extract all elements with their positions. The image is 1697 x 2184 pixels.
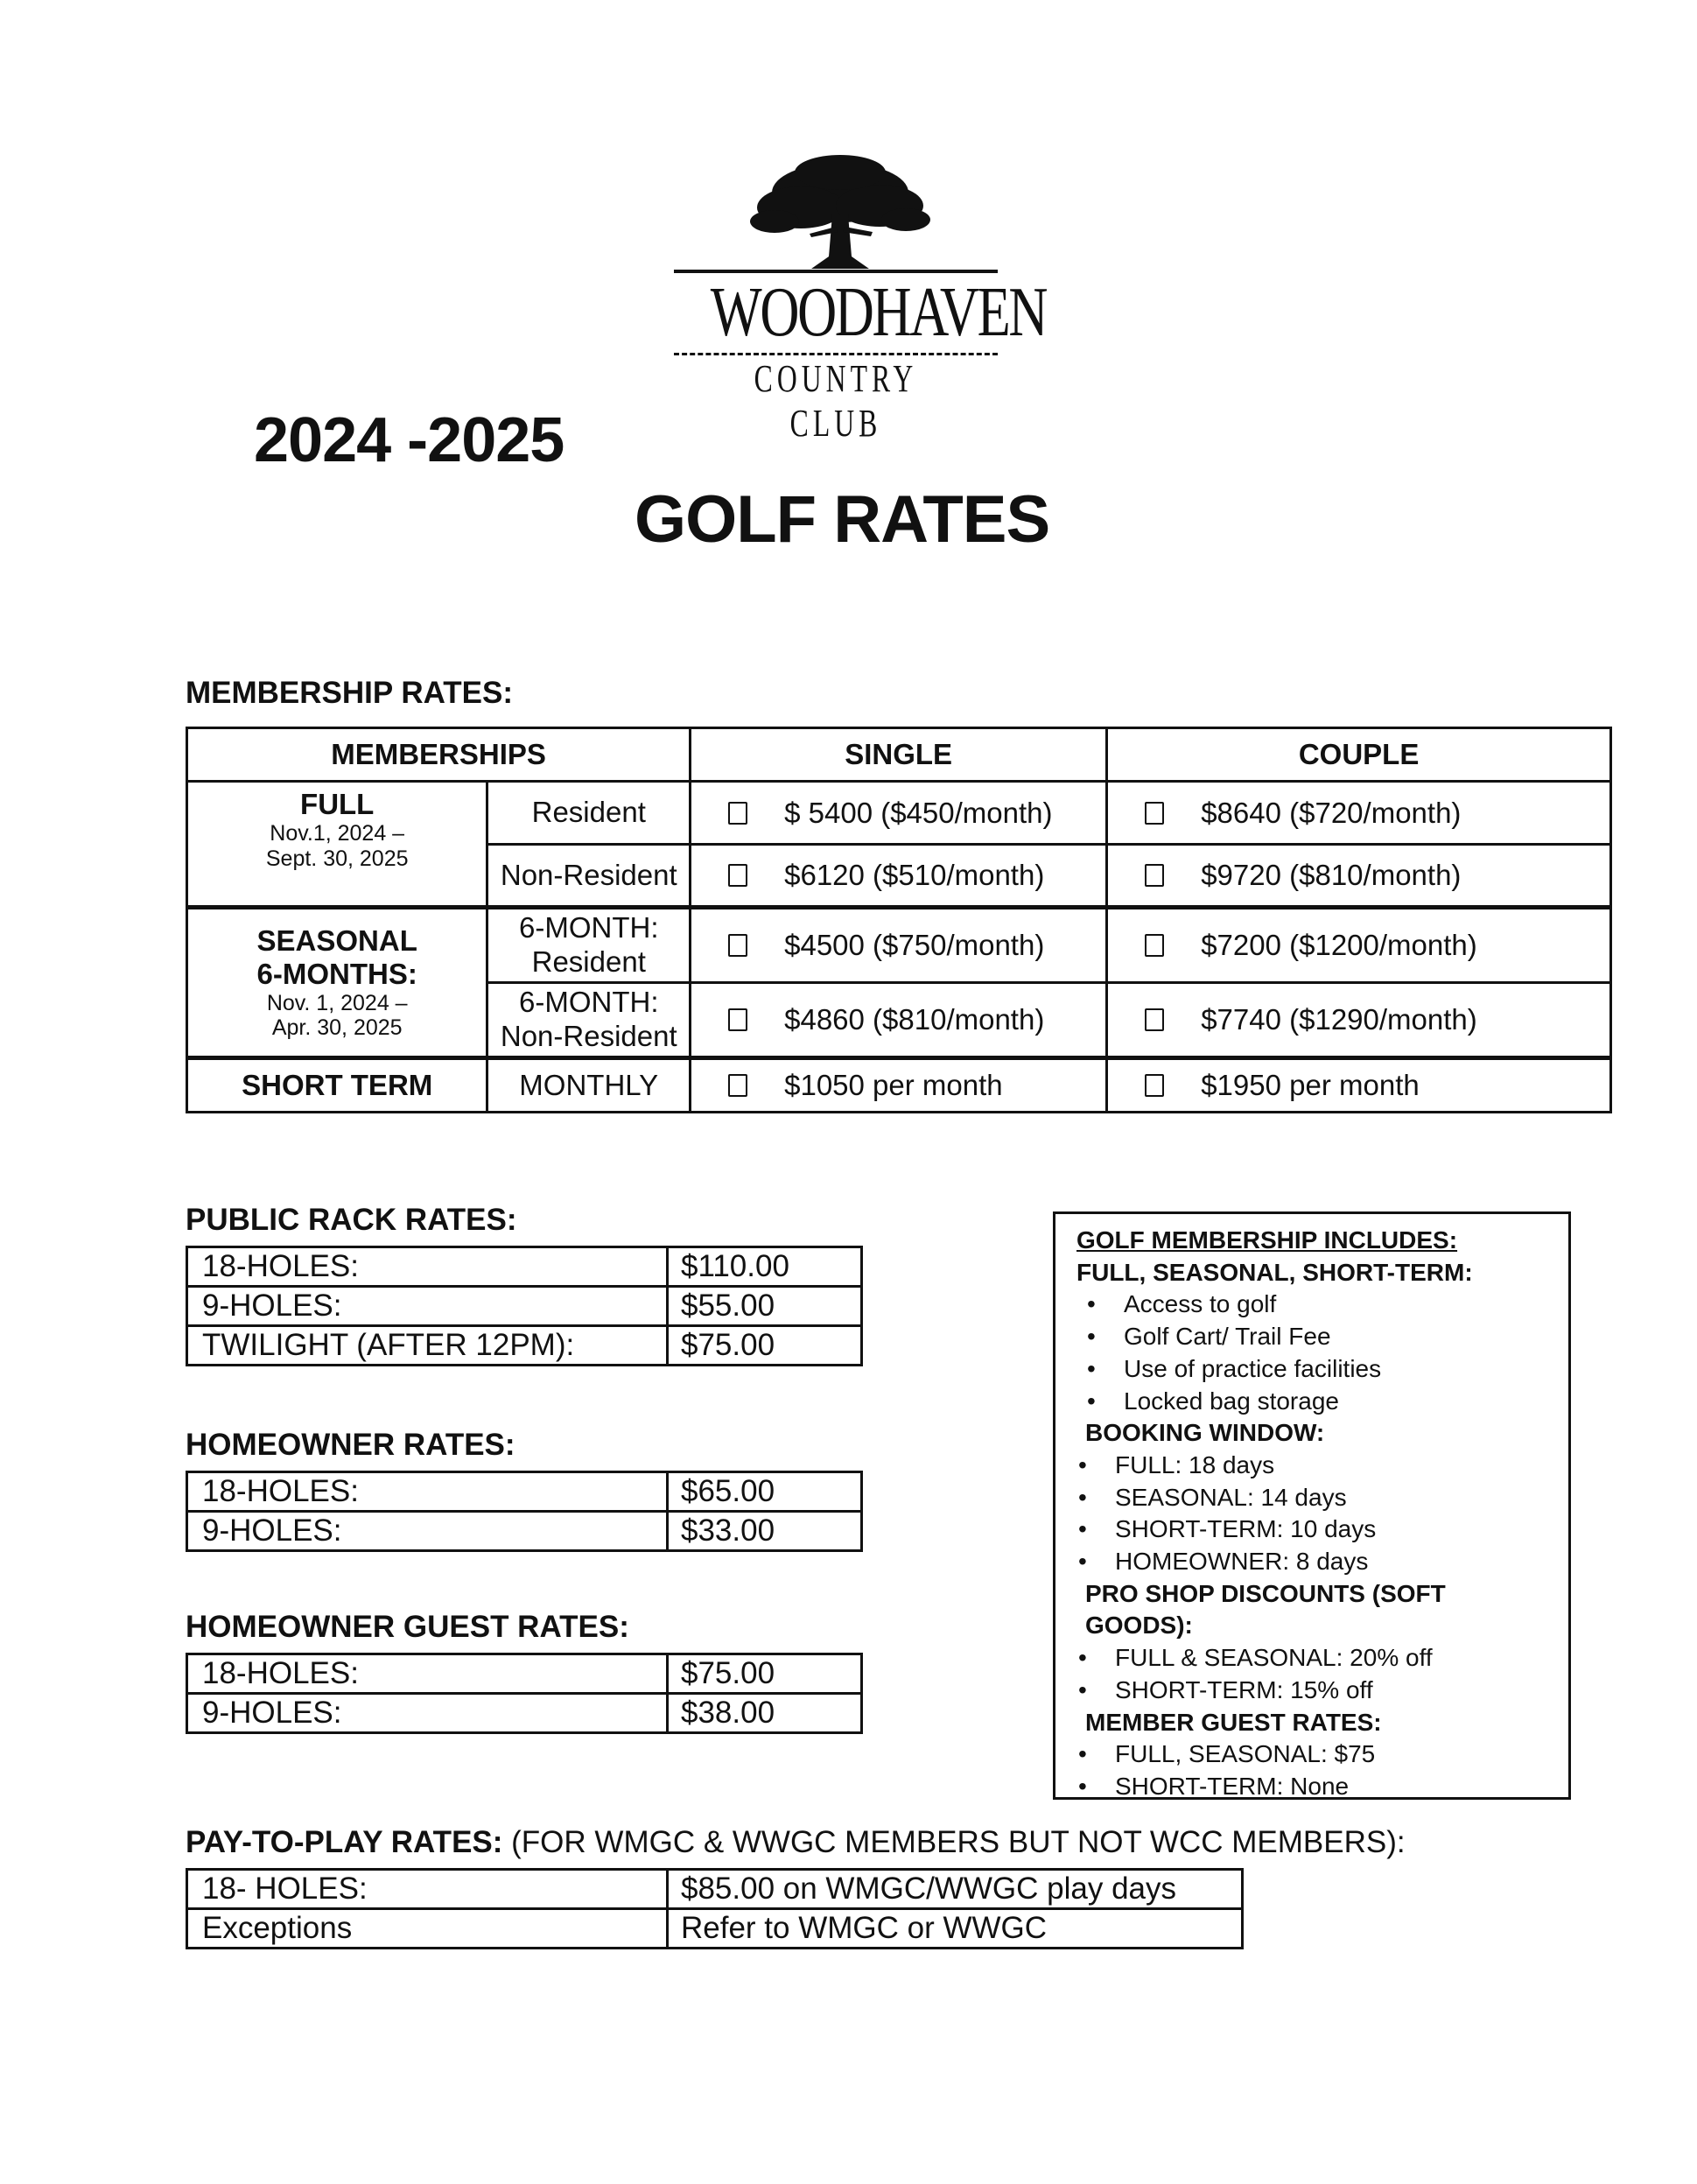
checkbox[interactable] (1145, 934, 1164, 957)
table-header-row (187, 728, 1611, 782)
table-row (187, 1870, 1243, 1909)
single-price-cell: $6120 ($510/month) (691, 845, 1107, 908)
table-row (187, 1909, 1243, 1949)
rate-value: $33.00 (668, 1512, 862, 1551)
homeowner-table (186, 1471, 863, 1552)
checkbox[interactable] (1145, 1008, 1164, 1031)
logo-subtitle: COUNTRY CLUB (754, 357, 918, 445)
rate-label: 18-HOLES: (187, 1247, 668, 1287)
couple-price-cell: $1950 per month (1107, 1058, 1611, 1113)
list-item: • Golf Cart/ Trail Fee (1085, 1321, 1568, 1353)
rate-value: $65.00 (668, 1472, 862, 1512)
single-price-cell: $1050 per month (691, 1058, 1107, 1113)
rate-value: $38.00 (668, 1694, 862, 1733)
table-row (187, 1247, 862, 1287)
homeowner-heading: HOMEOWNER RATES: (186, 1428, 515, 1462)
membership-type: Resident (487, 782, 691, 845)
list-item: • SHORT-TERM: None (1076, 1771, 1568, 1803)
rate-value: $75.00 (668, 1654, 862, 1694)
member-guest-list (1076, 1738, 1568, 1802)
homeowner-guest-table (186, 1653, 863, 1734)
rate-value: $110.00 (668, 1247, 862, 1287)
list-item: • HOMEOWNER: 8 days (1076, 1546, 1568, 1578)
pay-to-play-table (186, 1868, 1244, 1949)
oak-tree-icon (748, 153, 932, 271)
table-row (187, 1654, 862, 1694)
couple-price-cell: $9720 ($810/month) (1107, 845, 1611, 908)
rate-label: TWILIGHT (AFTER 12PM): (187, 1326, 668, 1366)
checkbox[interactable] (1145, 864, 1164, 887)
membership-type: 6-MONTH: Resident (487, 908, 691, 983)
list-item: • Locked bag storage (1085, 1386, 1568, 1418)
pay-to-play-heading: PAY-TO-PLAY RATES: (FOR WMGC & WWGC MEMBERS BUT NOT WCC MEMBERS): (186, 1825, 1406, 1859)
group-seasonal: SEASONAL 6-MONTHS: Nov. 1, 2024 – Apr. 30, 2025 (187, 908, 487, 1058)
table-row (187, 1326, 862, 1366)
rate-label: 18-HOLES: (187, 1472, 668, 1512)
list-item: • SHORT-TERM: 15% off (1076, 1675, 1568, 1707)
checkbox[interactable] (728, 1074, 747, 1097)
includes-title: GOLF MEMBERSHIP INCLUDES: (1076, 1226, 1458, 1254)
single-price-cell: $4500 ($750/month) (691, 908, 1107, 983)
includes-list (1076, 1289, 1568, 1417)
membership-heading: MEMBERSHIP RATES: (186, 676, 514, 710)
list-item: • SEASONAL: 14 days (1076, 1482, 1568, 1514)
rate-value: $85.00 on WMGC/WWGC play days (668, 1870, 1243, 1909)
header-single: SINGLE (691, 728, 1107, 782)
couple-price-cell: $7740 ($1290/month) (1107, 983, 1611, 1058)
table-row (187, 908, 1611, 983)
homeowner-guest-heading: HOMEOWNER GUEST RATES: (186, 1610, 629, 1644)
rate-value: Refer to WMGC or WWGC (668, 1909, 1243, 1949)
booking-list (1076, 1450, 1568, 1578)
group-short-term: SHORT TERM (187, 1058, 487, 1113)
table-row (187, 782, 1611, 845)
membership-table (186, 727, 1612, 1113)
header-memberships: MEMBERSHIPS (187, 728, 691, 782)
list-item: • SHORT-TERM: 10 days (1076, 1513, 1568, 1546)
table-row (187, 1694, 862, 1733)
season-year: 2024 -2025 (254, 405, 564, 475)
membership-type: Non-Resident (487, 845, 691, 908)
checkbox[interactable] (728, 1008, 747, 1031)
rate-label: 9-HOLES: (187, 1694, 668, 1733)
rate-value: $75.00 (668, 1326, 862, 1366)
rate-value: $55.00 (668, 1287, 862, 1326)
checkbox[interactable] (1145, 802, 1164, 825)
checkbox[interactable] (1145, 1074, 1164, 1097)
list-item: • FULL & SEASONAL: 20% off (1076, 1642, 1568, 1675)
pro-shop-heading: PRO SHOP DISCOUNTS (SOFT GOODS): (1085, 1579, 1446, 1640)
public-rack-table (186, 1246, 863, 1366)
table-row (187, 1512, 862, 1551)
pro-shop-list (1076, 1642, 1568, 1706)
page-title: GOLF RATES (635, 482, 1050, 557)
single-price-cell: $4860 ($810/month) (691, 983, 1107, 1058)
rate-label: 18-HOLES: (187, 1654, 668, 1694)
couple-price-cell: $7200 ($1200/month) (1107, 908, 1611, 983)
table-row (187, 1058, 1611, 1113)
membership-type: MONTHLY (487, 1058, 691, 1113)
group-full: FULL Nov.1, 2024 – Sept. 30, 2025 (187, 782, 487, 908)
list-item: • Use of practice facilities (1085, 1353, 1568, 1386)
checkbox[interactable] (728, 934, 747, 957)
public-rack-heading: PUBLIC RACK RATES: (186, 1203, 517, 1237)
includes-subtitle: FULL, SEASONAL, SHORT-TERM: (1076, 1258, 1473, 1286)
membership-type: 6-MONTH: Non-Resident (487, 983, 691, 1058)
member-guest-heading: MEMBER GUEST RATES: (1085, 1708, 1382, 1736)
rate-label: 18- HOLES: (187, 1870, 668, 1909)
list-item: • FULL, SEASONAL: $75 (1076, 1738, 1568, 1771)
rate-label: 9-HOLES: (187, 1512, 668, 1551)
pay-to-play-note: (FOR WMGC & WWGC MEMBERS BUT NOT WCC MEMBERS): (502, 1825, 1406, 1859)
checkbox[interactable] (728, 864, 747, 887)
club-logo (674, 153, 1047, 445)
header-couple: COUPLE (1107, 728, 1611, 782)
logo-rule-top (674, 270, 998, 273)
list-item: • Access to golf (1085, 1289, 1568, 1321)
rate-label: Exceptions (187, 1909, 668, 1949)
logo-rule-bottom (674, 353, 998, 355)
list-item: • FULL: 18 days (1076, 1450, 1568, 1482)
table-row (187, 1472, 862, 1512)
booking-window-heading: BOOKING WINDOW: (1085, 1419, 1325, 1447)
single-price-cell: $ 5400 ($450/month) (691, 782, 1107, 845)
membership-includes-box (1053, 1211, 1571, 1800)
rate-label: 9-HOLES: (187, 1287, 668, 1326)
table-row (187, 1287, 862, 1326)
logo-name: WOODHAVEN (710, 274, 1047, 351)
couple-price-cell: $8640 ($720/month) (1107, 782, 1611, 845)
checkbox[interactable] (728, 802, 747, 825)
